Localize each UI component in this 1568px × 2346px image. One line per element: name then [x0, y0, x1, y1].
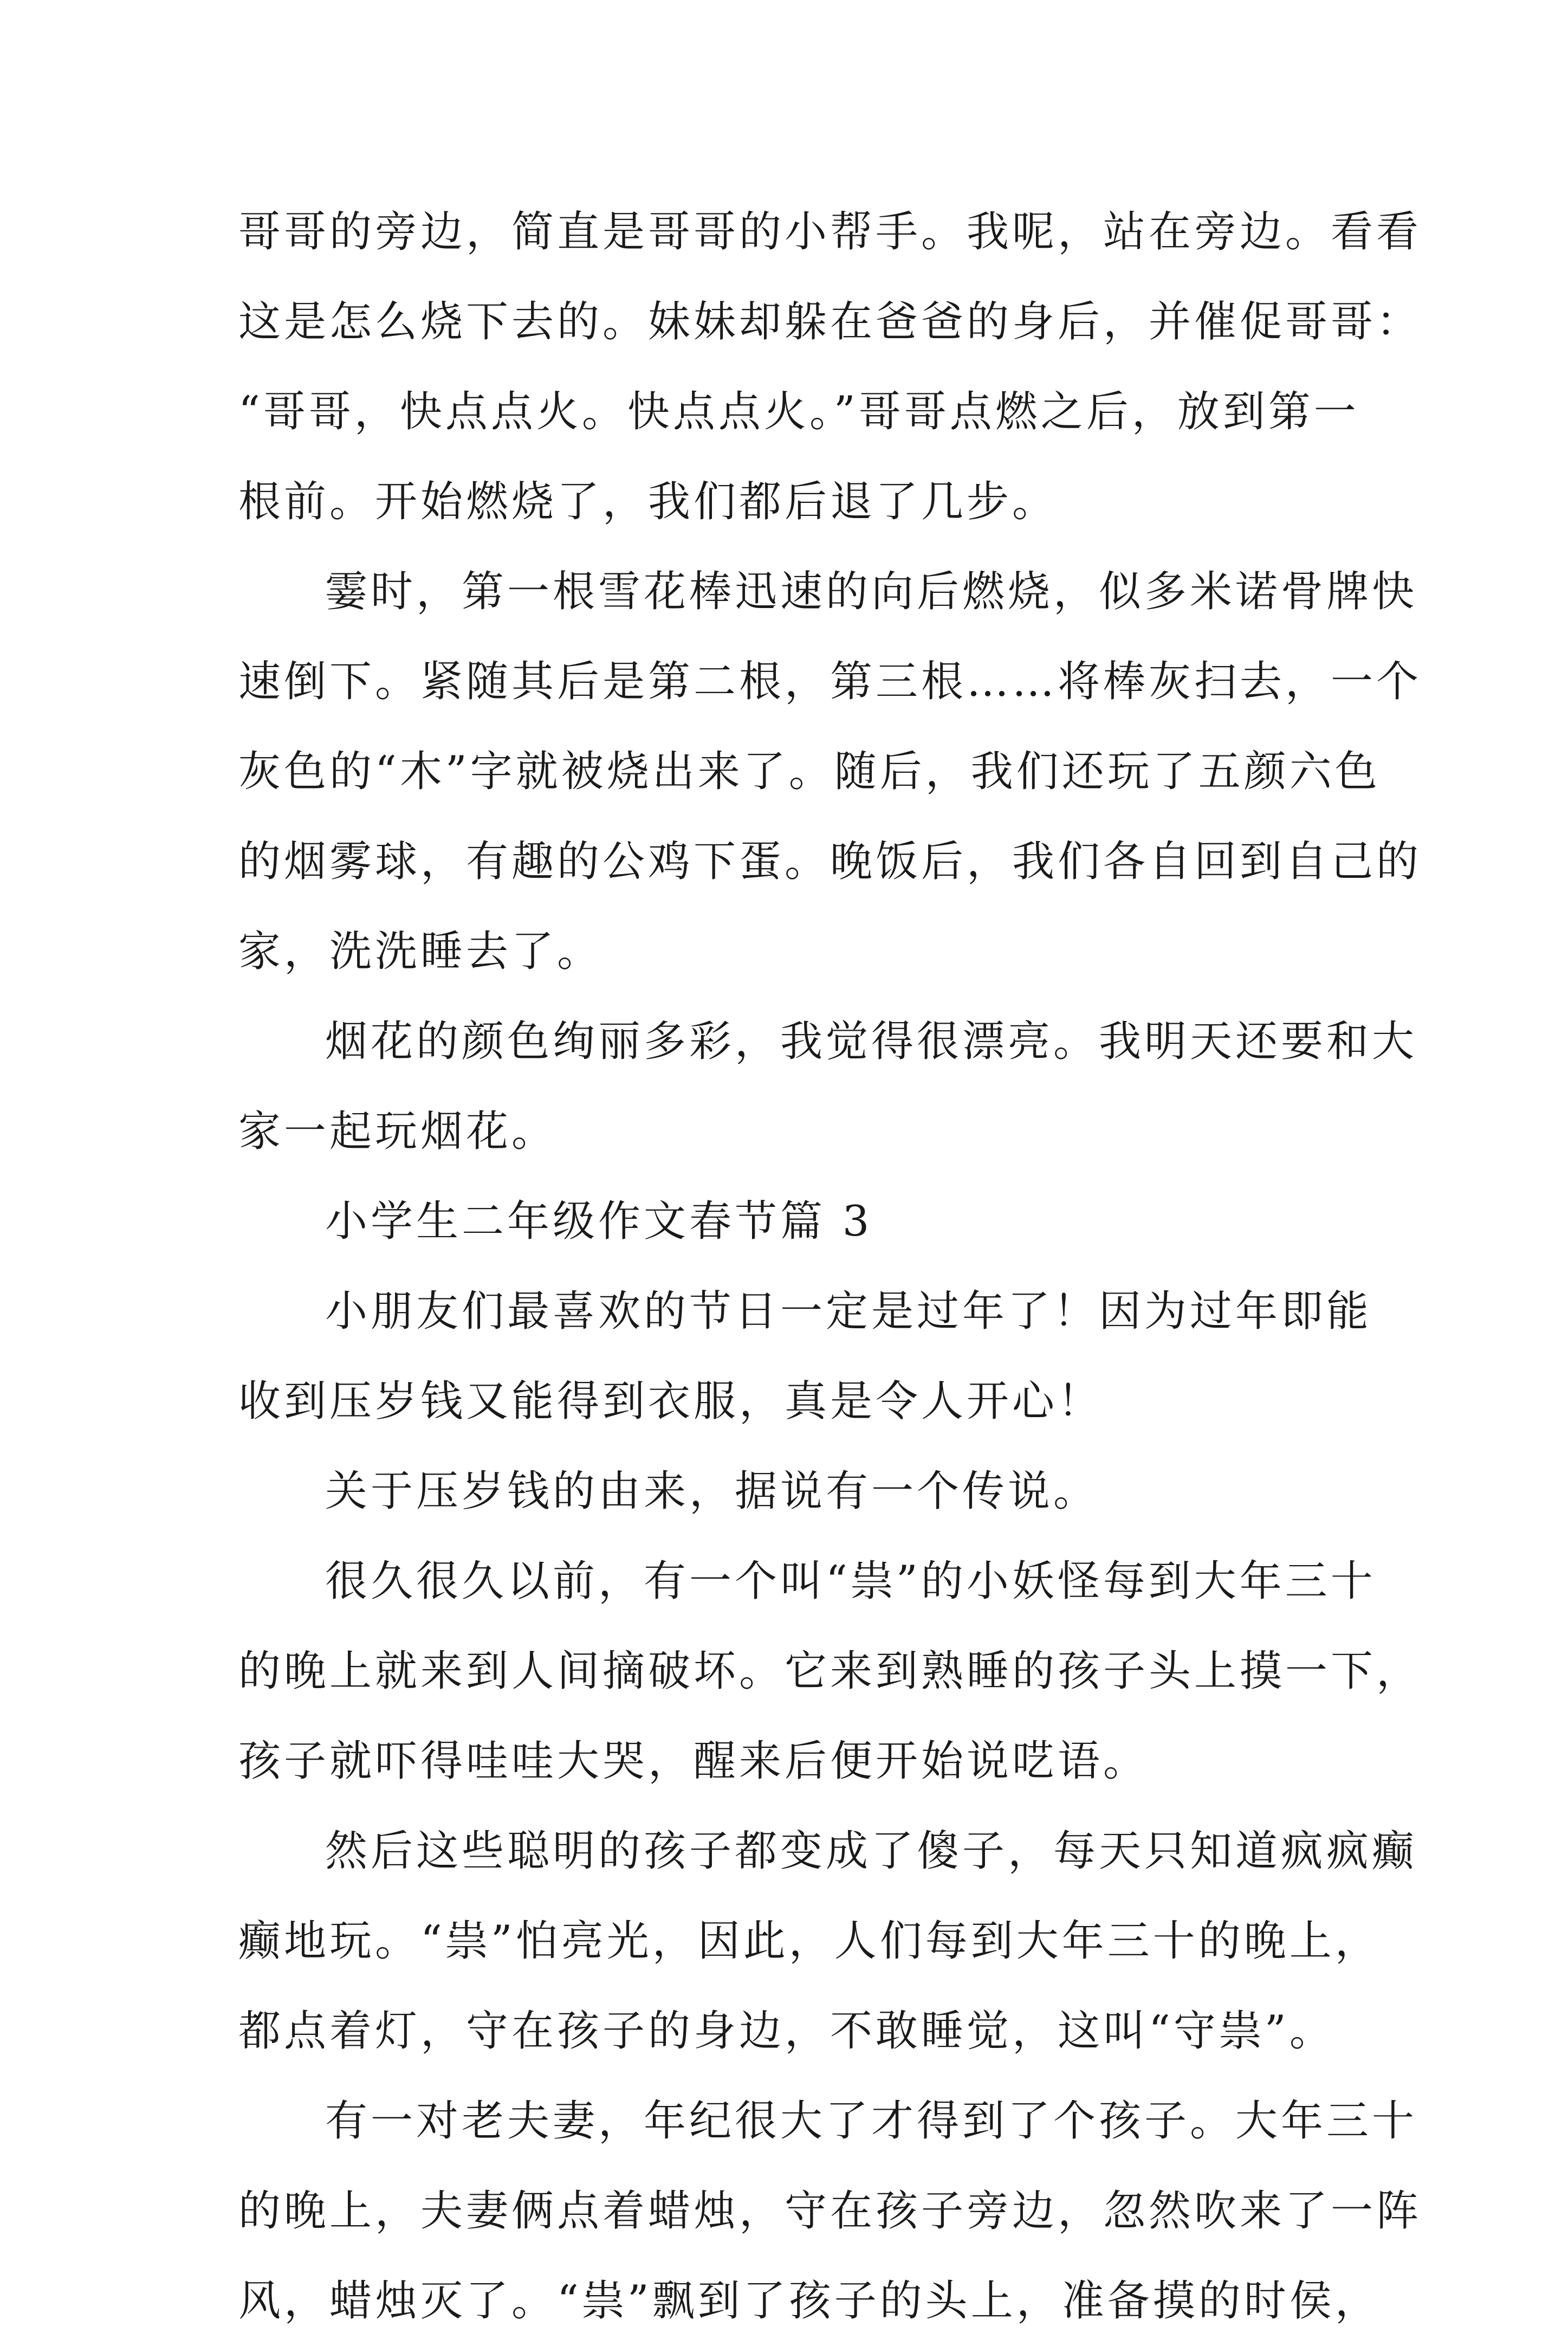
text-line: 的晚上就来到人间摘破坏。它来到熟睡的孩子头上摸一下， [238, 1647, 1422, 1696]
text-line: 家，洗洗睡去了。 [238, 927, 603, 976]
text-line: 灰色的“木”字就被烧出来了。随后，我们还玩了五颜六色 [238, 747, 1381, 796]
text-line: 风，蜡烛灭了。“祟”飘到了孩子的头上，准备摸的时侯， [238, 2277, 1381, 2325]
text-line: 的晚上，夫妻俩点着蜡烛，守在孩子旁边，忽然吹来了一阵 [238, 2187, 1422, 2235]
text-line: 哥哥的旁边，简直是哥哥的小帮手。我呢，站在旁边。看看 [238, 208, 1422, 256]
text-line: 的烟雾球，有趣的公鸡下蛋。晚饭后，我们各自回到自己的 [238, 837, 1422, 886]
paragraph-start-line: 关于压岁钱的由来，据说有一个传说。 [325, 1467, 1099, 1516]
paragraph-start-line: 烟花的颜色绚丽多彩，我觉得很漂亮。我明天还要和大 [325, 1017, 1418, 1066]
body-text [238, 187, 1422, 2346]
text-line: 这是怎么烧下去的。妹妹却躲在爸爸的身后，并催促哥哥： [238, 298, 1422, 346]
text-line: 孩子就吓得哇哇大哭，醒来后便开始说呓语。 [238, 1737, 1149, 1786]
text-line: 癫地玩。“祟”怕亮光，因此，人们每到大年三十的晚上， [238, 1917, 1381, 1966]
text-line: 根前。开始燃烧了，我们都后退了几步。 [238, 477, 1058, 526]
text-line: 收到压岁钱又能得到衣服，真是令人开心！ [238, 1377, 1104, 1426]
paragraph-start-line: 有一对老夫妻，年纪很大了才得到了个孩子。大年三十 [325, 2097, 1418, 2145]
paragraph-start-line: 小朋友们最喜欢的节日一定是过年了！因为过年即能 [325, 1287, 1372, 1336]
text-line: 速倒下。紧随其后是第二根，第三根……将棒灰扫去，一个 [238, 657, 1422, 706]
paragraph-start-line: 然后这些聪明的孩子都变成了傻子，每天只知道疯疯癫 [325, 1827, 1418, 1876]
text-line: 都点着灯，守在孩子的身边，不敢睡觉，这叫“守祟”。 [238, 2007, 1335, 2056]
paragraph-start-line: 很久很久以前，有一个叫“祟”的小妖怪每到大年三十 [325, 1557, 1376, 1606]
text-line: “哥哥，快点点火。快点点火。”哥哥点燃之后，放到第一 [238, 387, 1359, 436]
text-line: 家一起玩烟花。 [238, 1107, 558, 1156]
paragraph-start-line: 霎时，第一根雪花棒迅速的向后燃烧，似多米诺骨牌快 [325, 567, 1418, 616]
section-heading: 小学生二年级作文春节篇 3 [325, 1197, 873, 1246]
